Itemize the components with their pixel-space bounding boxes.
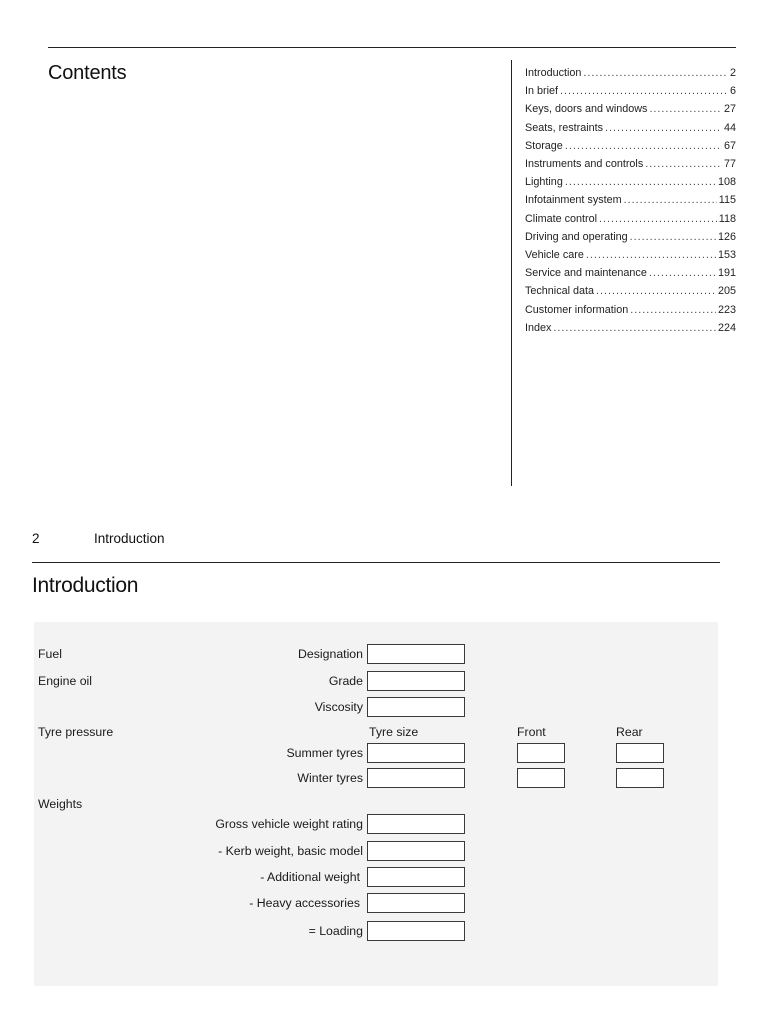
toc-entry[interactable] bbox=[525, 264, 736, 282]
loading-field[interactable] bbox=[367, 921, 465, 941]
heavy-accessories-label: - Heavy accessories bbox=[249, 896, 360, 910]
toc-entry[interactable] bbox=[525, 173, 736, 191]
toc-entry-page: 118 bbox=[718, 212, 736, 225]
fuel-label: Fuel bbox=[38, 647, 62, 661]
toc-entry[interactable] bbox=[525, 282, 736, 300]
heavy-accessories-field[interactable] bbox=[367, 893, 465, 913]
weights-label: Weights bbox=[38, 797, 83, 811]
kerb-weight-field[interactable] bbox=[367, 841, 465, 861]
toc-entry-title: Infotainment system bbox=[525, 194, 622, 207]
toc-entry-page: 191 bbox=[717, 267, 736, 280]
toc-dot-leader bbox=[553, 319, 716, 337]
additional-weight-field[interactable] bbox=[367, 867, 465, 887]
toc-entry-title: Keys, doors and windows bbox=[525, 103, 648, 116]
toc-entry-title: Technical data bbox=[525, 285, 595, 298]
gross-vehicle-weight-label: Gross vehicle weight rating bbox=[215, 817, 363, 831]
toc-entry-title: Index bbox=[525, 321, 552, 334]
toc-entry[interactable] bbox=[525, 319, 736, 337]
header-rule bbox=[32, 562, 720, 563]
toc-dot-leader bbox=[624, 191, 717, 209]
toc-dot-leader bbox=[649, 100, 722, 118]
top-rule bbox=[48, 47, 736, 48]
tyre-pressure-label: Tyre pressure bbox=[38, 725, 114, 739]
toc-dot-leader bbox=[645, 155, 722, 173]
toc-entry-page: 126 bbox=[717, 230, 736, 243]
toc-entry-title: Vehicle care bbox=[525, 249, 584, 262]
toc-dot-leader bbox=[583, 64, 728, 82]
toc-dot-leader bbox=[630, 228, 716, 246]
running-header: Introduction bbox=[94, 531, 165, 546]
additional-weight-label: - Additional weight bbox=[260, 870, 360, 884]
toc-entry-page: 44 bbox=[723, 121, 736, 134]
toc-entry[interactable] bbox=[525, 137, 736, 155]
toc-dot-leader bbox=[599, 210, 717, 228]
summer-front-pressure-field[interactable] bbox=[517, 743, 565, 763]
toc-dot-leader bbox=[586, 246, 716, 264]
fuel-designation-field[interactable] bbox=[367, 644, 465, 664]
grade-label: Grade bbox=[328, 674, 363, 688]
toc-entry-title: Service and maintenance bbox=[525, 267, 647, 280]
toc-entry-page: 153 bbox=[717, 249, 736, 262]
introduction-title: Introduction bbox=[32, 574, 139, 597]
gross-vehicle-weight-field[interactable] bbox=[367, 814, 465, 834]
toc-entry[interactable] bbox=[525, 64, 736, 82]
loading-label: = Loading bbox=[308, 924, 363, 938]
toc-entry-page: 77 bbox=[723, 158, 736, 171]
toc-dot-leader bbox=[605, 119, 722, 137]
winter-tyre-size-field[interactable] bbox=[367, 768, 465, 788]
toc-entry[interactable] bbox=[525, 100, 736, 118]
toc-dot-leader bbox=[649, 264, 716, 282]
toc-entry[interactable] bbox=[525, 119, 736, 137]
toc-dot-leader bbox=[560, 82, 728, 100]
toc-entry[interactable] bbox=[525, 191, 736, 209]
toc-entry-page: 224 bbox=[717, 321, 736, 334]
table-of-contents bbox=[525, 64, 736, 337]
toc-entry-page: 205 bbox=[717, 285, 736, 298]
toc-entry[interactable] bbox=[525, 246, 736, 264]
winter-front-pressure-field[interactable] bbox=[517, 768, 565, 788]
toc-entry-page: 27 bbox=[723, 103, 736, 116]
toc-entry-page: 223 bbox=[717, 303, 736, 316]
engine-oil-label: Engine oil bbox=[38, 674, 93, 688]
summer-rear-pressure-field[interactable] bbox=[616, 743, 664, 763]
oil-grade-field[interactable] bbox=[367, 671, 465, 691]
contents-vertical-rule bbox=[511, 60, 512, 486]
toc-dot-leader bbox=[630, 301, 716, 319]
summer-tyre-size-field[interactable] bbox=[367, 743, 465, 763]
toc-entry[interactable] bbox=[525, 228, 736, 246]
toc-entry-page: 108 bbox=[717, 176, 736, 189]
toc-entry-title: Driving and operating bbox=[525, 230, 628, 243]
front-header: Front bbox=[517, 725, 546, 739]
tyre-size-header: Tyre size bbox=[369, 725, 419, 739]
rear-header: Rear bbox=[616, 725, 643, 739]
toc-entry-title: Instruments and controls bbox=[525, 158, 644, 171]
toc-entry-page: 6 bbox=[729, 85, 736, 98]
page-number: 2 bbox=[32, 531, 40, 546]
toc-entry-title: In brief bbox=[525, 85, 559, 98]
toc-entry-page: 67 bbox=[723, 139, 736, 152]
toc-entry-page: 115 bbox=[718, 194, 736, 207]
toc-entry[interactable] bbox=[525, 82, 736, 100]
toc-entry[interactable] bbox=[525, 210, 736, 228]
toc-entry[interactable] bbox=[525, 301, 736, 319]
toc-entry-title: Lighting bbox=[525, 176, 563, 189]
summer-tyres-label: Summer tyres bbox=[286, 746, 363, 760]
kerb-weight-label: - Kerb weight, basic model bbox=[218, 844, 363, 858]
toc-dot-leader bbox=[565, 137, 722, 155]
toc-entry-title: Seats, restraints bbox=[525, 121, 604, 134]
toc-entry-title: Climate control bbox=[525, 212, 598, 225]
designation-label: Designation bbox=[298, 647, 363, 661]
toc-dot-leader bbox=[565, 173, 716, 191]
toc-entry-page: 2 bbox=[729, 67, 736, 79]
toc-entry-title: Storage bbox=[525, 139, 563, 152]
contents-title: Contents bbox=[48, 62, 127, 84]
toc-entry-title: Introduction bbox=[525, 67, 582, 79]
toc-entry[interactable] bbox=[525, 155, 736, 173]
winter-tyres-label: Winter tyres bbox=[297, 771, 363, 785]
toc-entry-title: Customer information bbox=[525, 303, 629, 316]
viscosity-label: Viscosity bbox=[314, 700, 363, 714]
vehicle-data-form bbox=[34, 622, 718, 986]
toc-dot-leader bbox=[596, 282, 716, 300]
oil-viscosity-field[interactable] bbox=[367, 697, 465, 717]
winter-rear-pressure-field[interactable] bbox=[616, 768, 664, 788]
